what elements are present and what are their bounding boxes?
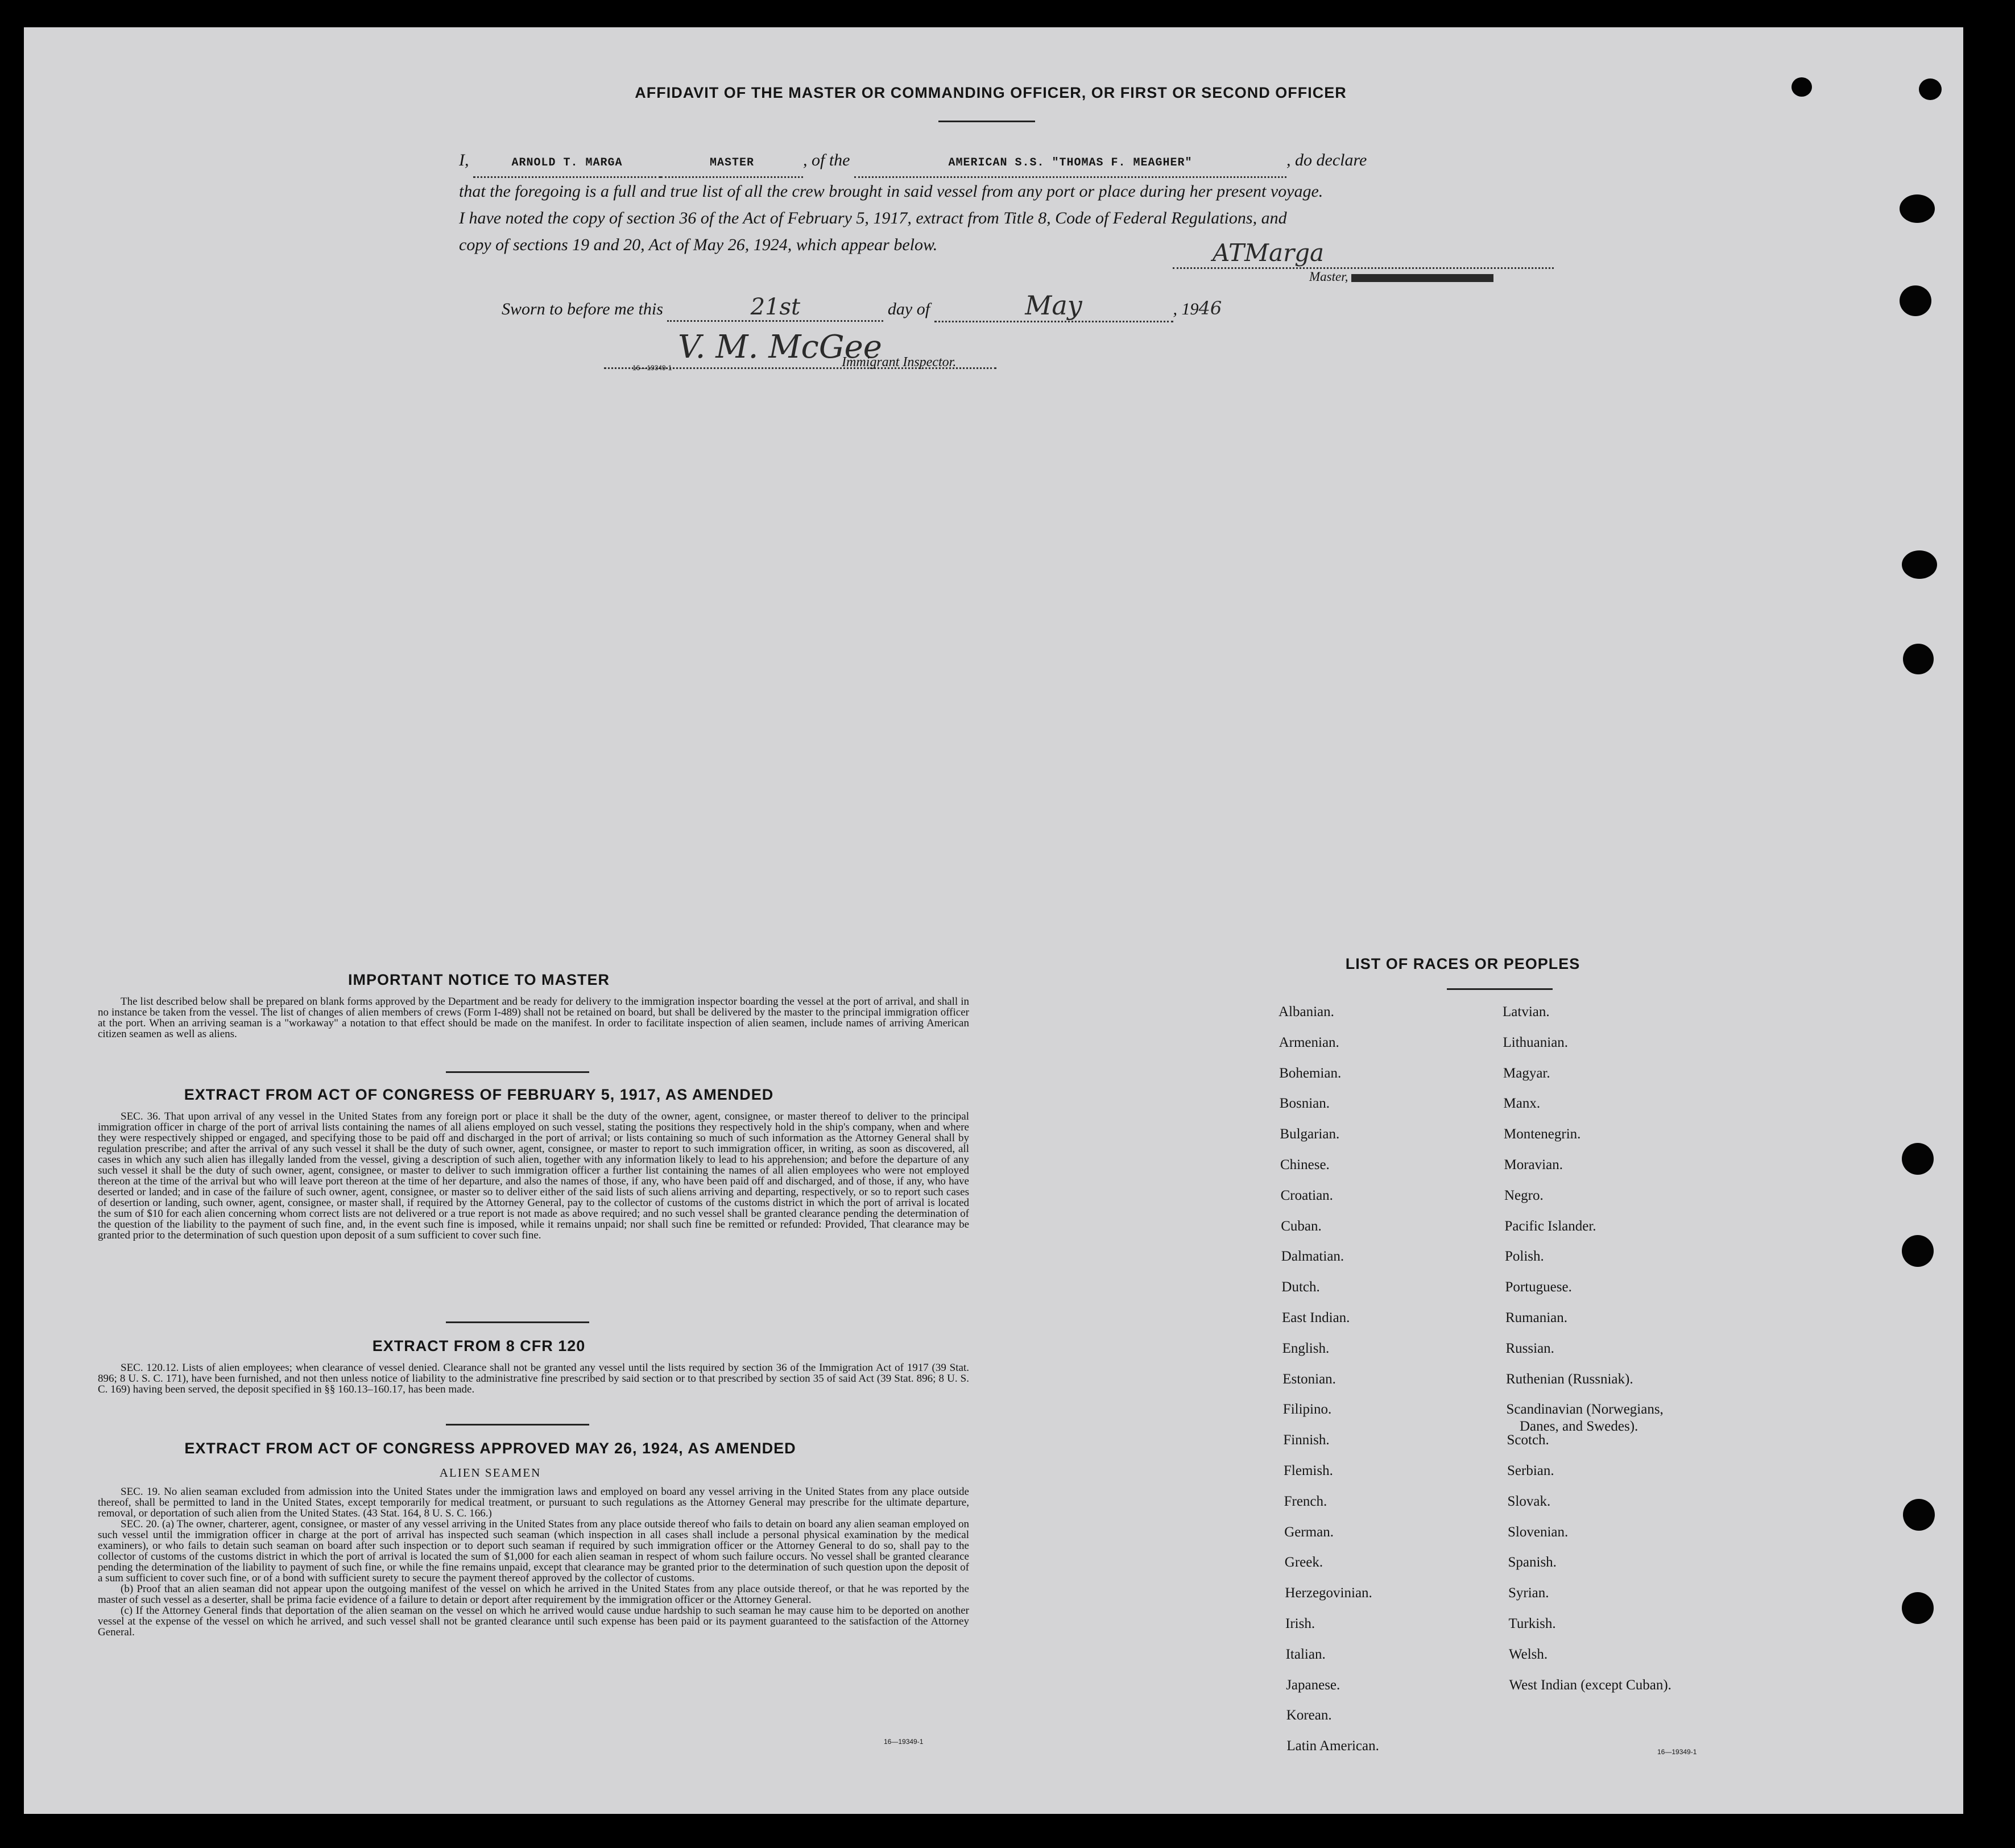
race-item: Spanish.: [1508, 1555, 1557, 1571]
race-item: Flemish.: [1284, 1463, 1333, 1478]
race-item: Albanian.: [1278, 1004, 1334, 1020]
race-item: Latin American.: [1286, 1738, 1379, 1754]
punch-hole: [1902, 550, 1937, 579]
race-item: Scotch.: [1507, 1432, 1549, 1448]
race-item: Bulgarian.: [1280, 1126, 1340, 1142]
inspector-signature: V. M. McGee: [678, 329, 882, 366]
race-item: Latvian.: [1503, 1004, 1550, 1020]
race-item: Pacific Islander.: [1504, 1218, 1596, 1234]
master-label-text: Master,: [1309, 270, 1348, 284]
race-item: Danes, and Swedes).: [1520, 1419, 1639, 1435]
race-item: Slovenian.: [1508, 1524, 1569, 1540]
race-item: German.: [1284, 1524, 1334, 1540]
struck-out-text: [1351, 274, 1493, 282]
master-name: ARNOLD T. MARGA: [511, 156, 623, 169]
affidavit-declaration: [459, 147, 1562, 258]
race-item: East Indian.: [1282, 1310, 1350, 1325]
form-number: 16—19349-1: [632, 364, 672, 372]
punch-hole: [1900, 194, 1935, 223]
punch-hole: [1900, 285, 1931, 316]
year-suffix: 46: [1198, 297, 1222, 319]
race-item: Dalmatian.: [1281, 1249, 1344, 1265]
race-item: Magyar.: [1503, 1065, 1550, 1081]
section-20c: (c) If the Attorney General finds that deportation of the alien seaman on the vessel on which he arrived would cause undue hardship to such seaman he may cause him to be deported on another vessel at the expense of the vessel on which he arrived, and such vessel shall not be granted clearance until such expense has been paid or its payment guaranteed to the satisfaction of the Attorney General.: [98, 1605, 969, 1638]
i-word: I,: [459, 151, 469, 169]
form-number: 16—19349-1: [1657, 1748, 1697, 1756]
day-of-text: day of: [887, 300, 930, 318]
divider: [446, 1321, 589, 1323]
of-the-text: , of the: [803, 151, 850, 169]
race-item: Bohemian.: [1279, 1065, 1342, 1081]
vessel-name: AMERICAN S.S. "THOMAS F. MEAGHER": [948, 156, 1193, 169]
race-item: Greek.: [1284, 1555, 1323, 1571]
document-page: [24, 27, 1963, 1814]
race-item: Finnish.: [1283, 1432, 1330, 1448]
affidavit-line-2: that the foregoing is a full and true list of all the crew brought in said vessel from any port or place during her present voyage.: [459, 182, 1323, 201]
rank-field: [661, 147, 803, 178]
notice-title: IMPORTANT NOTICE TO MASTER: [348, 971, 610, 988]
race-item: French.: [1284, 1493, 1327, 1509]
race-item: Filipino.: [1282, 1402, 1332, 1418]
sworn-text: Sworn to before me this: [502, 300, 663, 318]
section-20b: (b) Proof that an alien seaman did not appear upon the outgoing manifest of the vessel on which he arrived in the United States from any place outside thereof, or that he was reported by the master of such vessel as a deserter, shall be prima facie evidence of a failure to detain or deport after requirement by the immigration officer or the Attorney General.: [98, 1583, 969, 1606]
extract-cfr-title: EXTRACT FROM 8 CFR 120: [372, 1337, 586, 1354]
race-item: Bosnian.: [1279, 1096, 1330, 1112]
race-item: Armenian.: [1278, 1034, 1339, 1050]
race-item: Russian.: [1505, 1340, 1554, 1356]
race-item: Negro.: [1504, 1187, 1544, 1203]
race-item: Estonian.: [1282, 1371, 1336, 1387]
race-item: Scandinavian (Norwegians,: [1506, 1402, 1664, 1418]
extract-1924-title: EXTRACT FROM ACT OF CONGRESS APPROVED MAY 26, 1924, AS AMENDED: [184, 1440, 796, 1457]
race-item: Croatian.: [1280, 1187, 1333, 1203]
master-signature: ATMarga: [1213, 239, 1325, 267]
race-item: Korean.: [1286, 1708, 1332, 1723]
race-item: Syrian.: [1508, 1585, 1549, 1601]
race-item: West Indian (except Cuban).: [1509, 1677, 1671, 1693]
divider: [446, 1071, 589, 1073]
master-label: [1309, 270, 1493, 284]
race-item: Turkish.: [1508, 1616, 1556, 1631]
race-item: Polish.: [1505, 1249, 1544, 1265]
race-item: Herzegovinian.: [1285, 1585, 1372, 1601]
race-item: Welsh.: [1509, 1646, 1548, 1662]
race-item: English.: [1282, 1340, 1330, 1356]
divider: [938, 121, 1035, 122]
sworn-month-field: [934, 290, 1173, 322]
sworn-day: 21st: [750, 294, 801, 320]
race-item: Ruthenian (Russniak).: [1506, 1371, 1633, 1387]
affidavit-line-4: copy of sections 19 and 20, Act of May 26, 1924, which appear below.: [459, 235, 938, 254]
extract-1924-body: [98, 1486, 969, 1638]
race-item: Montenegrin.: [1504, 1126, 1581, 1142]
races-title: LIST OF RACES OR PEOPLES: [1345, 955, 1580, 972]
affidavit-line-1: [459, 147, 1562, 178]
punch-hole: [1902, 1143, 1934, 1175]
race-item: Moravian.: [1504, 1157, 1563, 1172]
section-19: SEC. 19. No alien seaman excluded from admission into the United States under the immigration laws and employed on board any vessel arriving in the United States from any place outside thereof, shall be permitted to land in the United States, except temporarily for medical treatment, or pursuant to such regulations as the Attorney General may prescribe for the ultimate departure, removal, or deportation of such alien from the United States. (43 Stat. 164, 8 U. S. C. 166.): [98, 1486, 969, 1519]
race-item: Manx.: [1503, 1096, 1541, 1112]
race-item: Italian.: [1285, 1646, 1326, 1662]
affidavit-title: AFFIDAVIT OF THE MASTER OR COMMANDING OFFICER, OR FIRST OR SECOND OFFICER: [635, 84, 1347, 101]
race-item: Japanese.: [1286, 1677, 1340, 1693]
race-item: Portuguese.: [1505, 1279, 1572, 1295]
master-name-field: [473, 147, 661, 178]
punch-hole: [1902, 1235, 1934, 1267]
alien-seamen-subtitle: ALIEN SEAMEN: [439, 1466, 541, 1480]
sworn-month: May: [1025, 290, 1082, 321]
punch-hole: [1919, 78, 1942, 100]
race-item: Irish.: [1285, 1616, 1315, 1631]
punch-hole: [1902, 1592, 1934, 1624]
signature-line: [1173, 267, 1554, 269]
extract-1917-body: SEC. 36. That upon arrival of any vessel in the United States from any foreign port or place it shall be the duty of the owner, agent, consignee, or master thereof to deliver to the principal immigration officer in charge of the port of arrival lists containing the names of all aliens employed on such vessel, stating the positions they respectively hold in the ship's company, when and where they were respectively shipped or engaged, and specifying those to be paid off and discharged in the port of arrival; or lists containing so much of such information as the Attorney General shall by regulation prescribe; and after the arrival of any such vessel it shall be the duty of such owner, agent, consignee, or master to report to such immigration officer, in writing, as soon as discovered, all cases in which any such alien has illegally landed from the vessel, giving a description of such alien, together with any information likely to lead to his apprehension; and before the departure of any such vessel it shall be the duty of such owner, agent, consignee, or master to deliver to such immigration officer a further list containing the names of all alien employees who were not employed thereon at the time of the arrival but who will leave port thereon at the time of her departure, and also the names of those, if any, who have been paid off and discharged, and of those, if any, who have deserted or landed; and in case of the failure of such owner, agent, consignee, or master so to deliver either of the said lists of such aliens arriving and departing, respectively, or so to report such cases of desertion or landing, such owner, agent, consignee, or master shall, if required by the Attorney General, pay to the collector of customs of the customs district in which the port of arrival is located the sum of $10 for each alien concerning whom correct lists are not delivered or a true report is not made as above required; and no such vessel shall be granted clearance pending the determination of the question of the liability to the payment of such fine, and, in the event such fine is imposed, while it remains unpaid; nor shall such fine be remitted or refunded: Provided, That clearance may be granted prior to the determination of such question upon deposit of a sum sufficient to cover such fine.: [98, 1111, 969, 1241]
sworn-line: [502, 290, 1222, 322]
race-item: Dutch.: [1281, 1279, 1320, 1295]
punch-hole: [1791, 77, 1812, 97]
do-declare-text: , do declare: [1286, 151, 1367, 169]
sworn-day-field: [667, 294, 883, 322]
section-20a: SEC. 20. (a) The owner, charterer, agent, consignee, or master of any vessel arriving in the United States from any place outside thereof who fails to detain on board any alien seaman employed on such vessel until the immigration officer in charge at the port of arrival has inspected such seaman (which inspection in all cases shall include a personal physical examination by the medical examiners), or who fails to detain such seaman on board after such inspection or to deport such seaman if required by such immigration officer or the Attorney General to do so, shall pay to the collector of customs of the customs district in which the port of arrival is located the sum of $1,000 for each alien seaman in respect of whom such failure occurs. No vessel shall be granted clearance pending the determination of the liability to payment of such fine, or while the fine remains unpaid, except that clearance may be granted prior to the determination of such question upon the deposit of a sum sufficient to cover such fine, or of a bond with sufficient surety to secure the payment thereof approved by the collector of customs.: [98, 1518, 969, 1584]
race-item: Slovak.: [1507, 1493, 1551, 1509]
punch-hole: [1903, 644, 1934, 674]
race-item: Cuban.: [1281, 1218, 1322, 1234]
notice-body: The list described below shall be prepared on blank forms approved by the Department and be ready for delivery to the immigration inspector boarding the vessel at the port of arrival, and shall in no instance be taken from the vessel. The list of changes of alien members of crews (Form I-489) shall not be retained on board, but shall be delivered by the master to the principal immigration officer at the port. When an arriving seaman is a "workaway" a notation to that effect should be made on the manifest. In order to facilitate inspection of alien seamen, include names of arriving American citizen seamen as well as aliens.: [98, 996, 969, 1040]
affidavit-line-3: I have noted the copy of section 36 of the Act of February 5, 1917, extract from Title 8, Code of Federal Regulations, and: [459, 209, 1287, 227]
inspector-label: Immigrant Inspector.: [842, 355, 957, 370]
race-item: Chinese.: [1280, 1157, 1330, 1172]
form-number: 16—19349-1: [884, 1738, 924, 1746]
rank: MASTER: [709, 156, 754, 169]
vessel-field: [854, 147, 1286, 178]
race-item: Serbian.: [1507, 1463, 1554, 1478]
extract-1917-title: EXTRACT FROM ACT OF CONGRESS OF FEBRUARY 5, 1917, AS AMENDED: [184, 1086, 774, 1103]
punch-hole: [1903, 1499, 1935, 1531]
year-prefix: , 19: [1173, 300, 1199, 318]
race-item: Lithuanian.: [1503, 1034, 1569, 1050]
divider: [1447, 988, 1553, 990]
divider: [446, 1424, 589, 1426]
extract-cfr-body: SEC. 120.12. Lists of alien employees; when clearance of vessel denied. Clearance shall not be granted any vessel until the lists required by section 36 of the Immigration Act of 1917 (39 Stat. 896; 8 U. S. C. 171), have been furnished, and not then unless notice of liability to the administrative fine prescribed by said section or to that prescribed by section 35 of said Act (39 Stat. 896; 8 U. S. C. 169) having been served, the deposit specified in §§ 160.13–160.17, has been made.: [98, 1362, 969, 1395]
race-item: Rumanian.: [1505, 1310, 1568, 1325]
